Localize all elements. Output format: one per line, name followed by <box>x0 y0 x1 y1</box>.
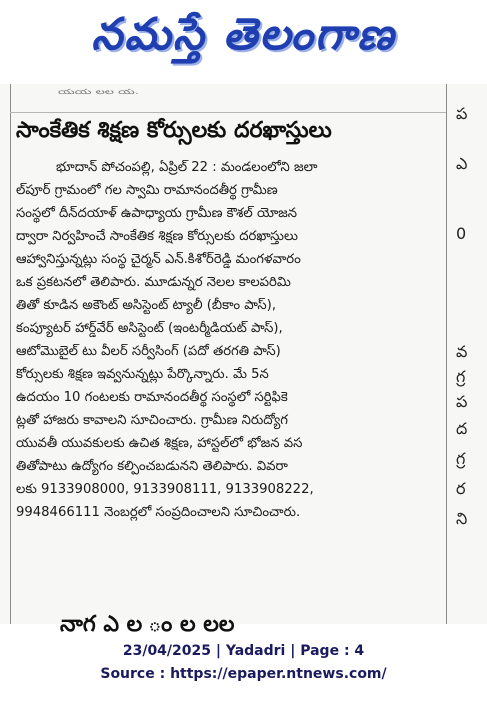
article-line: ల్‌పూర్ గ్రామంలో గల స్వామి రామానందతీర్థ గ్రామీణ <box>16 183 278 198</box>
side-glyph: 0 <box>456 224 467 243</box>
side-glyph: ఎ <box>456 154 468 173</box>
article-line: తితో కూడిన అకౌంట్ అసిస్టెంట్ ట్యాలీ (బీకాం పాస్), <box>16 298 277 313</box>
cut-previous-text: యయ లల య. <box>58 88 139 97</box>
article-headline: సాంకేతిక శిక్షణ కోర్సులకు దరఖాస్తులు <box>16 118 332 143</box>
clipping-source: Source : https://epaper.ntnews.com/ <box>100 666 387 682</box>
side-glyph: ప <box>456 392 468 411</box>
article-line: సంస్థలో దీన్‌దయాళ్ ఉపాధ్యాయ గ్రామీణ కౌశల్ యోజన <box>16 206 298 221</box>
side-glyph: గ్ర <box>456 367 466 386</box>
side-glyph: ర <box>456 479 466 498</box>
side-glyph: ని <box>456 509 468 528</box>
news-clipping <box>0 84 487 637</box>
side-glyph: ద <box>456 419 468 438</box>
adjacent-column-fragment <box>452 84 487 624</box>
article-line: లకు 9133908000, 9133908111, 9133908222, <box>16 482 314 497</box>
side-glyph: ప <box>456 104 468 123</box>
article-line: కోర్సులకు శిక్షణ ఇవ్వనున్నట్లు పేర్కొన్నారు. మే 5న <box>16 367 269 382</box>
article-line: ఆహ్వానిస్తున్నట్లు సంస్థ చైర్మన్ ఎన్.కిశోర్‌రెడ్డి మంగళవారం <box>16 252 301 267</box>
side-glyph: గ్ర <box>456 449 466 468</box>
article-line: 9948466111 నెంబర్లలో సంప్రదించాలని సూచించారు. <box>16 505 301 520</box>
newspaper-title: నమస్తే తెలంగాణ <box>91 9 396 60</box>
top-divider <box>10 112 446 113</box>
article-body <box>16 156 444 524</box>
cut-next-headline: నాగ ఎ ల ం ల లల <box>60 612 235 637</box>
side-glyph: వ <box>456 342 468 361</box>
article-line: కంప్యూటర్ హార్డ్‌వేర్ అసిస్టెంట్ (ఇంటర్మీడియట్ పాస్), <box>16 321 283 336</box>
clipping-date-edition: 23/04/2025 | Yadadri | Page : 4 <box>122 643 365 659</box>
article-line: ఒక ప్రకటనలో తెలిపారు. మూడున్నర నెలల కాలపరిమి <box>16 275 291 290</box>
article-line: ఆటోమొబైల్ టు వీలర్ సర్వీసింగ్ (పదో తరగతి పాస్) <box>16 344 281 359</box>
article-line: ద్వారా నిర్వహించే సాంకేతిక శిక్షణ కోర్సులకు దరఖాస్తులు <box>16 229 298 244</box>
article-line: యువతీ యువకులకు ఉచిత శిక్షణ, హాస్టల్‌లో భోజన వస <box>16 436 303 451</box>
left-column-rule <box>10 84 11 624</box>
article-line: ఉదయం 10 గంటలకు రామానందతీర్థ సంస్థలో సర్టిఫికె <box>16 390 288 405</box>
right-column-rule <box>446 84 447 624</box>
article-line: తితోపాటు ఉద్యోగం కల్పించబడునని తెలిపారు. వివరా <box>16 459 288 474</box>
article-line: భూదాన్ పోచంపల్లి, ఏప్రిల్ 22 : మండలంలోని జలా <box>56 160 318 175</box>
masthead <box>0 0 487 80</box>
article-line: ట్లతో హాజరు కావాలని సూచించారు. గ్రామీణ నిరుద్యోగ <box>16 413 288 428</box>
